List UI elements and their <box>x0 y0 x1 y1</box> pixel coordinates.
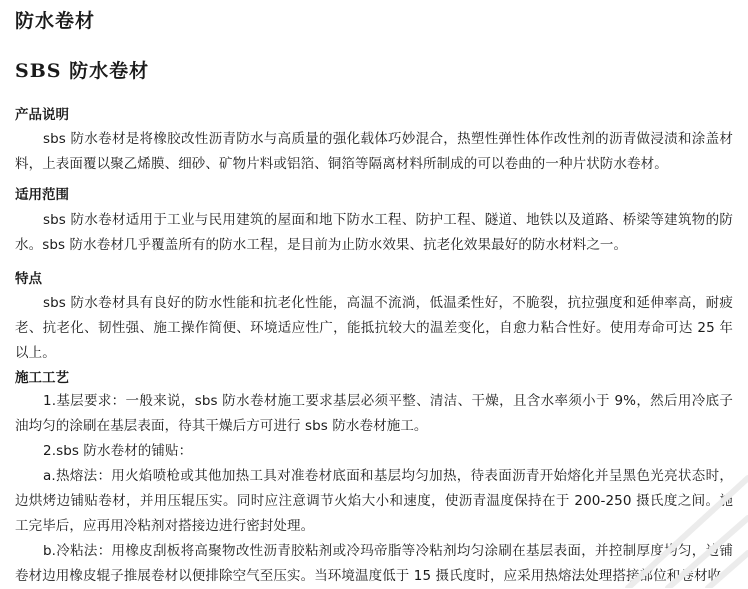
page-title: 防水卷材 <box>15 10 96 32</box>
paragraph-process-hot-melt: a.热熔法：用火焰喷枪或其他加热工具对准卷材底面和基层均匀加热，待表面沥青开始熔化并呈黑色光亮状态时，边烘烤边铺贴卷材，并用压辊压实。同时应注意调节火焰大小和速度，使沥青温度保持在于 200-250 摄氏度之间。施工完毕后，应再用冷粘剂对搭接边进行密封处理。 <box>15 468 733 534</box>
paragraph-scope: sbs 防水卷材适用于工业与民用建筑的屋面和地下防水工程、防护工程、隧道、地铁以及道路、桥梁等建筑物的防水。sbs 防水卷材几乎覆盖所有的防水工程，是目前为止防水效果、抗老化效果最好的防水材料之一。 <box>15 212 733 253</box>
product-title: SBS 防水卷材 <box>15 60 150 82</box>
section-heading-features: 特点 <box>15 271 42 287</box>
section-heading-description: 产品说明 <box>15 107 69 123</box>
paragraph-process-laying: 2.sbs 防水卷材的铺贴： <box>43 443 193 459</box>
paragraph-features: sbs 防水卷材具有良好的防水性能和抗老化性能，高温不流淌，低温柔性好，不脆裂，抗拉强度和延伸率高，耐疲老、抗老化、韧性强、施工操作简便、环境适应性广，能抵抗较大的温差变化，自愈力粘合性好。使用寿命可达 25 年以上。 <box>15 295 733 361</box>
section-heading-process: 施工工艺 <box>15 370 69 386</box>
paragraph-process-cold-bond: b.冷粘法：用橡皮刮板将高聚物改性沥青胶粘剂或冷玛帝脂等冷粘剂均匀涂刷在基层表面，并控制厚度均匀，边铺卷材边用橡皮辊子推展卷材以便排除空气至压实。当环境温度低于 15 摄氏度时，应采用热熔法处理搭接部位和卷材收 <box>15 543 733 584</box>
paragraph-description: sbs 防水卷材是将橡胶改性沥青防水与高质量的强化载体巧妙混合，热塑性弹性体作改性剂的沥青做浸渍和涂盖材料，上表面覆以聚乙烯膜、细砂、矿物片料或铝箔、铜箔等隔离材料所制成的可以卷曲的一种片状防水卷材。 <box>15 131 733 172</box>
paragraph-process-base: 1.基层要求：一般来说，sbs 防水卷材施工要求基层必须平整、清洁、干燥，且含水率须小于 9%，然后用冷底子油均匀的涂刷在基层表面，待其干燥后方可进行 sbs 防水卷材施工。 <box>15 393 733 434</box>
section-heading-scope: 适用范围 <box>15 187 69 203</box>
